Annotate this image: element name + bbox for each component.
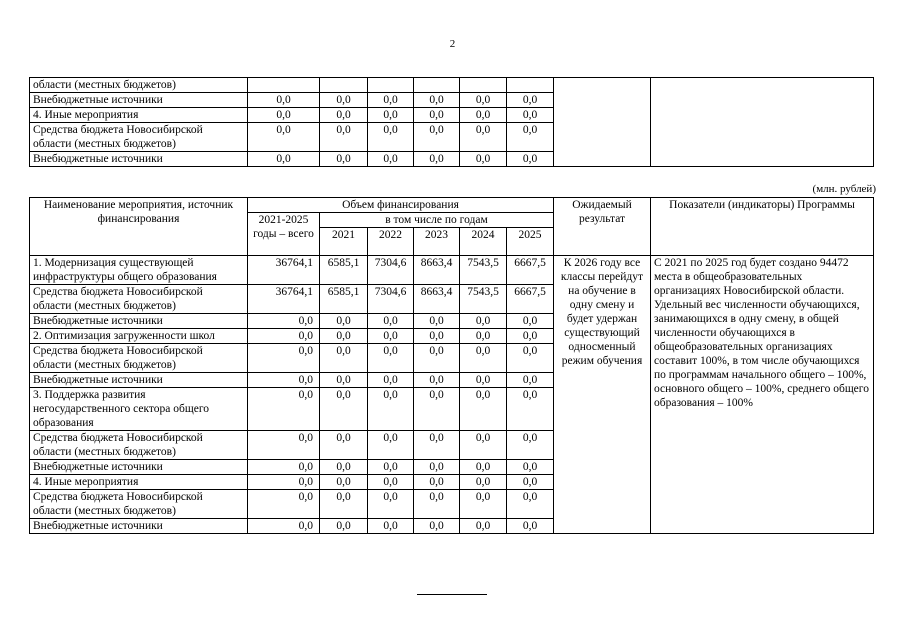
value-cell: 0,0 [507,152,554,167]
value-cell: 0,0 [414,108,460,123]
source-name-cell: 4. Иные мероприятия [30,475,248,490]
source-name-cell: Внебюджетные источники [30,314,248,329]
value-cell: 0,0 [248,329,320,344]
value-cell: 0,0 [368,388,414,431]
value-cell: 0,0 [507,490,554,519]
value-cell: 0,0 [507,108,554,123]
expected-result-cell: К 2026 году все классы перейдут на обучение в одну смену и будет удержан существующий односменный режим обучения [554,256,651,534]
value-cell: 8663,4 [414,256,460,285]
value-cell: 0,0 [368,108,414,123]
value-cell: 0,0 [320,152,368,167]
units-label: (млн. рублей) [812,183,876,195]
value-cell: 0,0 [460,93,507,108]
value-cell: 0,0 [320,519,368,534]
value-cell: 0,0 [460,314,507,329]
value-cell: 0,0 [368,152,414,167]
value-cell [507,78,554,93]
source-name-cell: Средства бюджета Новосибирской области (местных бюджетов) [30,123,248,152]
financing-table [29,197,874,534]
value-cell [368,78,414,93]
source-name-cell: 1. Модернизация существующей инфраструктуры общего образования [30,256,248,285]
value-cell: 0,0 [368,519,414,534]
value-cell: 0,0 [368,490,414,519]
footer-line [417,594,487,595]
value-cell: 0,0 [507,475,554,490]
value-cell: 0,0 [460,152,507,167]
source-name-cell: Внебюджетные источники [30,152,248,167]
value-cell: 0,0 [507,329,554,344]
value-cell: 0,0 [460,490,507,519]
header-year: 2021 [320,228,368,256]
value-cell: 0,0 [320,475,368,490]
header-name: Наименование мероприятия, источник финансирования [30,198,248,256]
value-cell: 0,0 [414,388,460,431]
value-cell: 0,0 [414,460,460,475]
value-cell: 0,0 [368,475,414,490]
value-cell: 0,0 [248,475,320,490]
value-cell: 0,0 [368,123,414,152]
table-row [30,256,874,285]
value-cell: 0,0 [507,123,554,152]
value-cell: 0,0 [248,123,320,152]
value-cell: 0,0 [368,431,414,460]
value-cell: 0,0 [414,519,460,534]
value-cell: 0,0 [414,344,460,373]
value-cell: 6667,5 [507,256,554,285]
header-total: 2021-2025 годы – всего [248,213,320,256]
value-cell: 0,0 [414,373,460,388]
source-name-cell: 4. Иные мероприятия [30,108,248,123]
header-year: 2022 [368,228,414,256]
value-cell: 7543,5 [460,256,507,285]
value-cell: 0,0 [414,490,460,519]
value-cell: 0,0 [248,93,320,108]
header-year: 2023 [414,228,460,256]
value-cell: 0,0 [507,519,554,534]
value-cell: 7304,6 [368,285,414,314]
value-cell: 0,0 [248,344,320,373]
value-cell: 0,0 [460,475,507,490]
value-cell: 0,0 [320,431,368,460]
result-cell [554,78,651,167]
value-cell: 0,0 [248,152,320,167]
value-cell: 0,0 [368,373,414,388]
source-name-cell: 2. Оптимизация загруженности школ [30,329,248,344]
value-cell: 0,0 [368,93,414,108]
value-cell: 0,0 [368,460,414,475]
value-cell: 0,0 [320,108,368,123]
value-cell: 7304,6 [368,256,414,285]
value-cell: 0,0 [507,373,554,388]
value-cell: 0,0 [507,388,554,431]
header-result: Ожидаемый результат [554,198,651,256]
value-cell: 0,0 [248,108,320,123]
value-cell: 0,0 [248,460,320,475]
value-cell: 0,0 [414,93,460,108]
value-cell: 0,0 [320,93,368,108]
value-cell: 0,0 [320,373,368,388]
value-cell: 0,0 [248,431,320,460]
value-cell: 8663,4 [414,285,460,314]
source-name-cell: Внебюджетные источники [30,519,248,534]
value-cell: 0,0 [414,152,460,167]
value-cell [414,78,460,93]
value-cell: 0,0 [248,490,320,519]
source-name-cell: Внебюджетные источники [30,373,248,388]
value-cell [460,78,507,93]
header-year: 2025 [507,228,554,256]
value-cell: 0,0 [320,490,368,519]
value-cell: 0,0 [414,475,460,490]
value-cell: 0,0 [368,344,414,373]
value-cell: 0,0 [460,460,507,475]
value-cell: 0,0 [460,329,507,344]
indicators-cell [651,78,874,167]
indicators-cell: С 2021 по 2025 год будет создано 94472 места в общеобразовательных организациях Новосибирской области. Удельный вес численности обучающихся, занимающихся в одну смену, в общей численности обучающихся в общеобразовательных организациях составит 100%, в том числе обучающихся по программам начального общего – 100%, основного общего – 100%, среднего общего образования – 100% [651,256,874,534]
value-cell: 0,0 [368,314,414,329]
value-cell: 0,0 [248,519,320,534]
table-row [30,78,874,93]
value-cell [320,78,368,93]
value-cell: 0,0 [460,123,507,152]
value-cell: 0,0 [248,388,320,431]
source-name-cell: Внебюджетные источники [30,460,248,475]
value-cell: 6585,1 [320,285,368,314]
source-name-cell: Средства бюджета Новосибирской области (местных бюджетов) [30,285,248,314]
value-cell: 36764,1 [248,285,320,314]
source-name-cell: Средства бюджета Новосибирской области (местных бюджетов) [30,431,248,460]
value-cell: 0,0 [507,460,554,475]
value-cell: 6585,1 [320,256,368,285]
value-cell: 0,0 [320,388,368,431]
continuation-table [29,77,874,167]
header-by-year: в том числе по годам [320,213,554,228]
value-cell: 0,0 [460,373,507,388]
source-name-cell: Внебюджетные источники [30,93,248,108]
value-cell: 0,0 [507,93,554,108]
value-cell: 0,0 [320,460,368,475]
source-name-cell: Средства бюджета Новосибирской области (местных бюджетов) [30,344,248,373]
page-number: 2 [449,38,456,50]
header-year: 2024 [460,228,507,256]
value-cell: 0,0 [507,314,554,329]
header-volume: Объем финансирования [248,198,554,213]
value-cell: 0,0 [320,344,368,373]
value-cell: 0,0 [414,314,460,329]
value-cell: 0,0 [460,519,507,534]
value-cell: 7543,5 [460,285,507,314]
header-indicators: Показатели (индикаторы) Программы [651,198,874,256]
value-cell: 0,0 [414,123,460,152]
value-cell: 0,0 [460,431,507,460]
value-cell: 0,0 [320,123,368,152]
value-cell: 0,0 [414,329,460,344]
source-name-cell: области (местных бюджетов) [30,78,248,93]
value-cell: 6667,5 [507,285,554,314]
value-cell: 0,0 [320,314,368,329]
source-name-cell: 3. Поддержка развития негосударственного сектора общего образования [30,388,248,431]
value-cell: 0,0 [460,388,507,431]
value-cell: 0,0 [248,373,320,388]
value-cell: 0,0 [460,108,507,123]
value-cell: 0,0 [248,314,320,329]
value-cell: 0,0 [414,431,460,460]
value-cell: 0,0 [320,329,368,344]
value-cell: 36764,1 [248,256,320,285]
value-cell: 0,0 [460,344,507,373]
value-cell: 0,0 [368,329,414,344]
value-cell [248,78,320,93]
value-cell: 0,0 [507,431,554,460]
value-cell: 0,0 [507,344,554,373]
source-name-cell: Средства бюджета Новосибирской области (местных бюджетов) [30,490,248,519]
